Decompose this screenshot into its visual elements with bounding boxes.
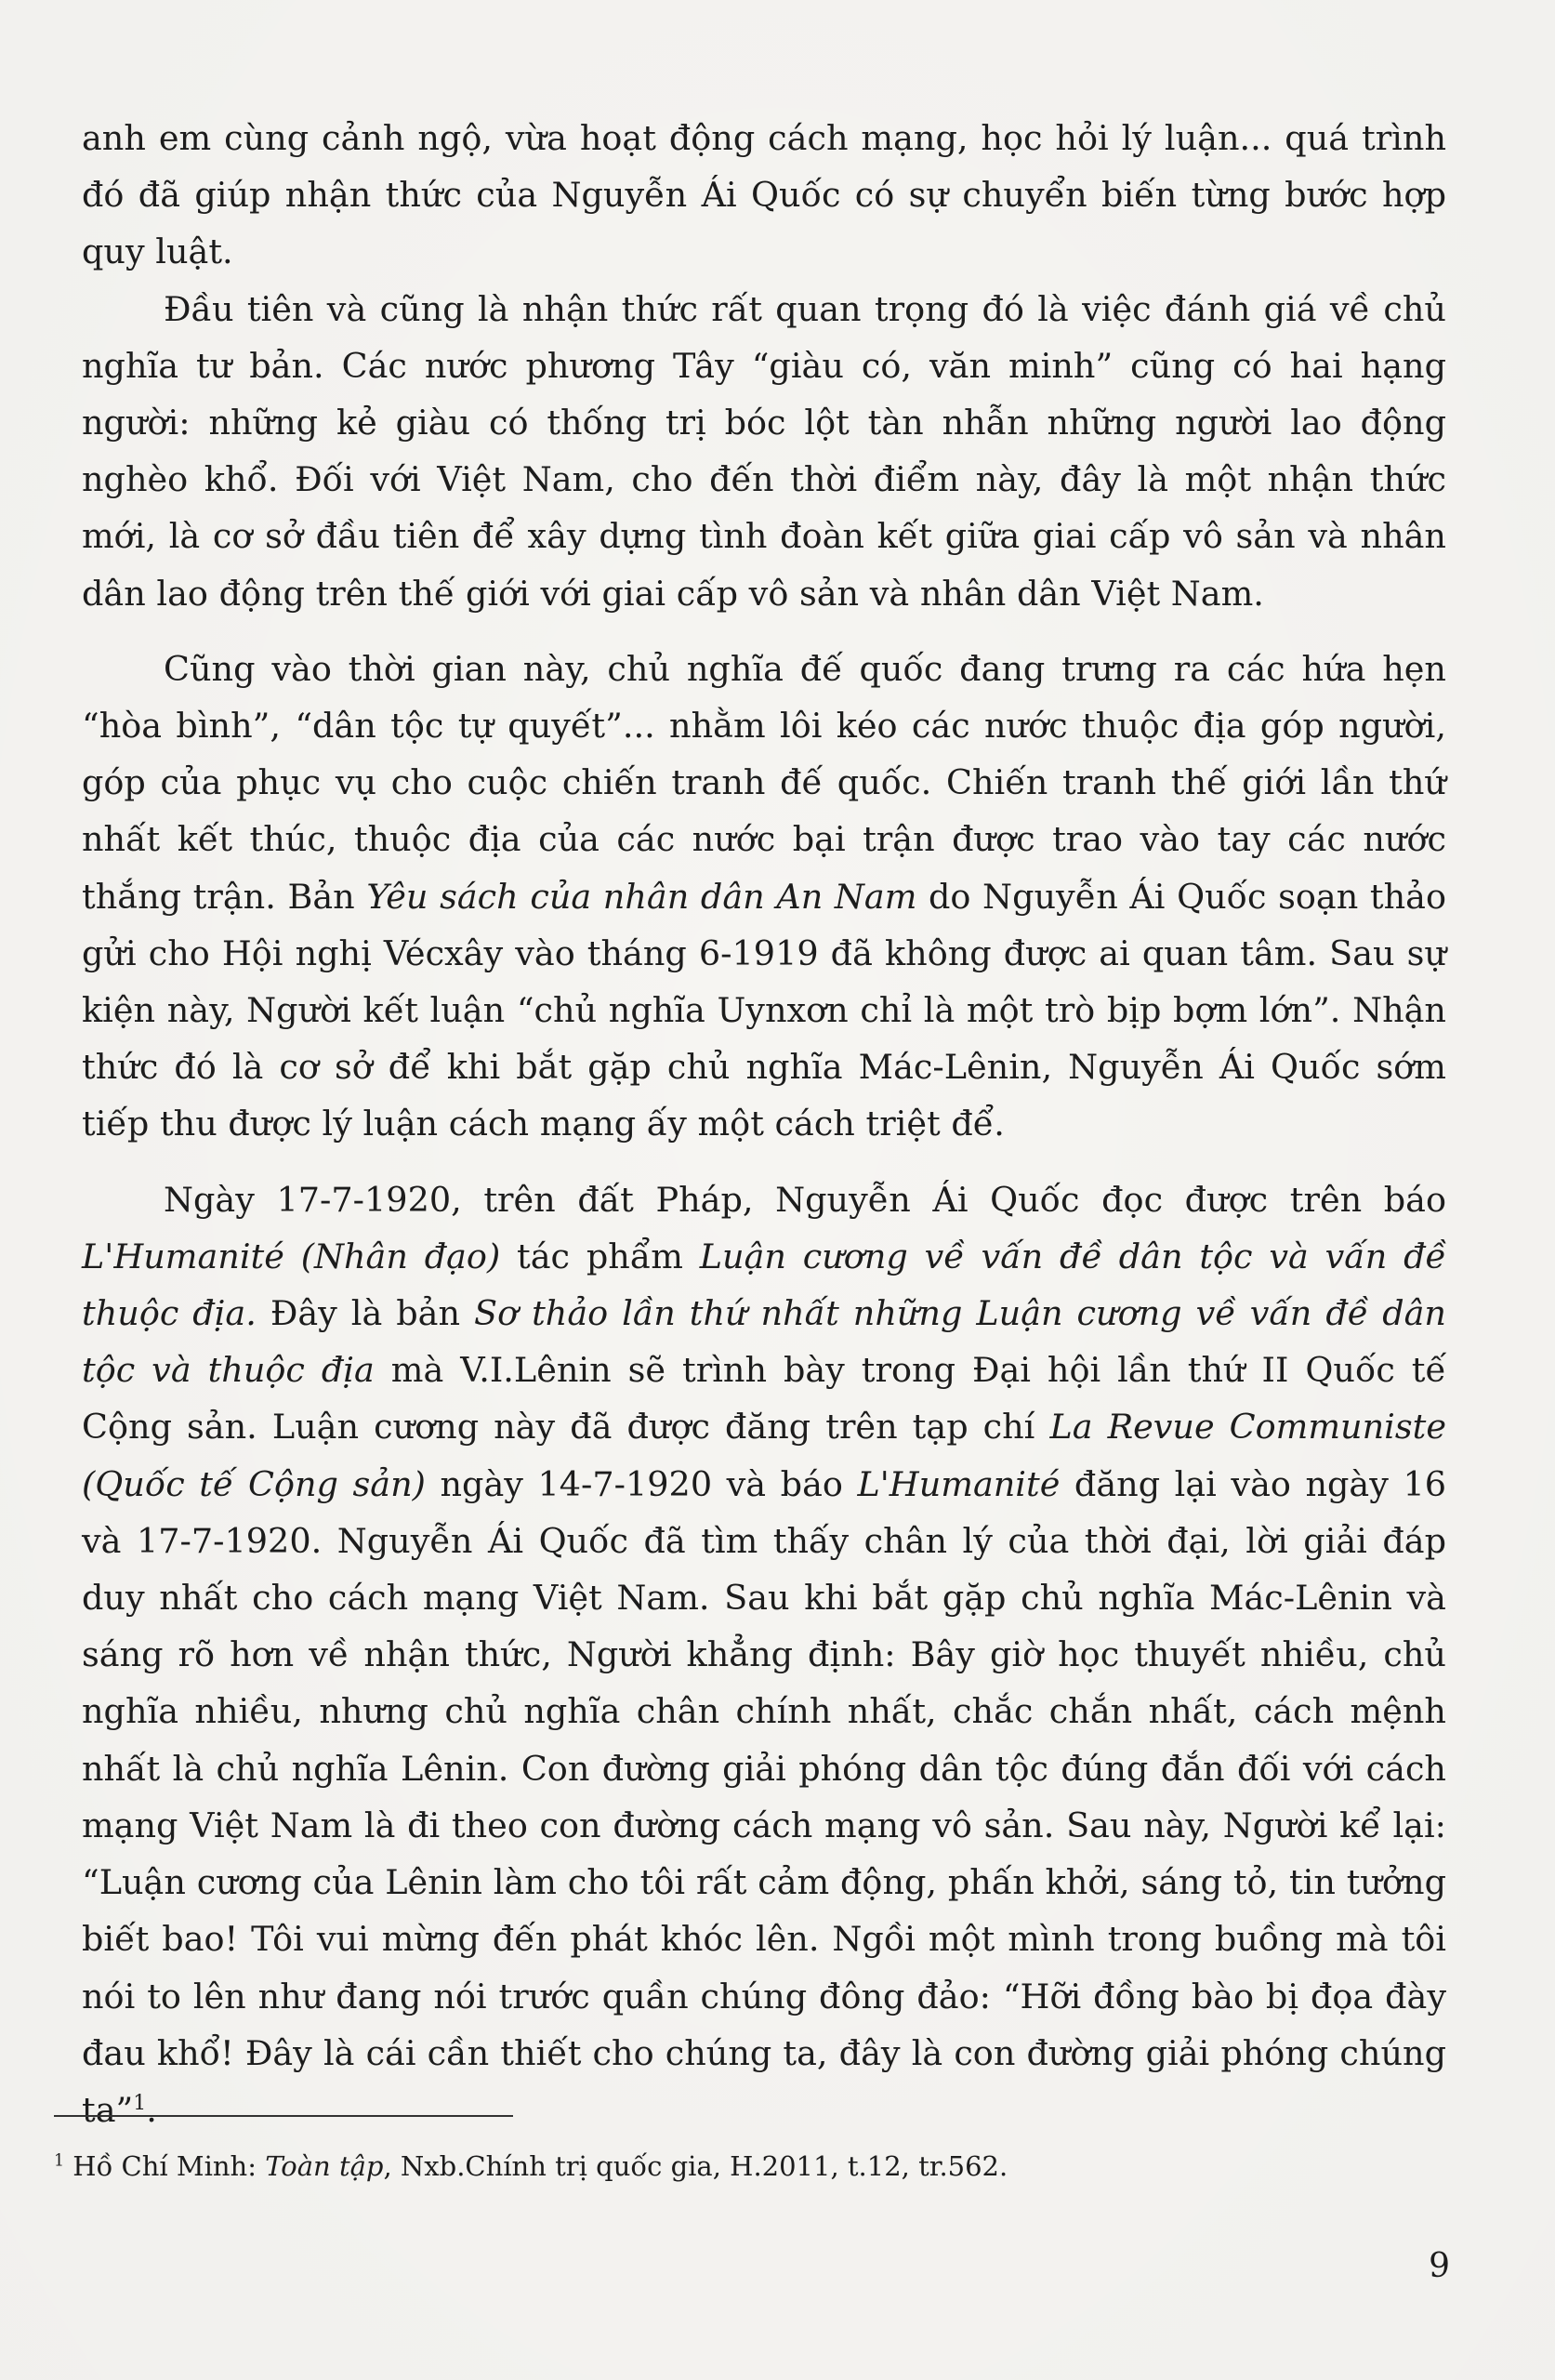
paragraph-2: Đầu tiên và cũng là nhận thức rất quan trọng đó là việc đánh giá về chủ nghĩa tư bản. Các nước phương Tây “giàu có, văn minh” cũng có hai hạng người: những kẻ giàu có thống trị bóc lột tàn nhẫn những người lao động nghèo khổ. Đối với Việt Nam, cho đến thời điểm này, đây là một nhận thức mới, là cơ sở đầu tiên để xây dựng tình đoàn kết giữa giai cấp vô sản và nhân dân lao động trên thế giới với giai cấp vô sản và nhân dân Việt Nam. bbox=[82, 288, 1446, 614]
paragraph-4-text: Đây là bản bbox=[256, 1293, 475, 1334]
paragraph-4-text: Ngày 17-7-1920, trên đất Pháp, Nguyễn Ái Quốc đọc được trên báo bbox=[164, 1179, 1446, 1220]
page-number: 9 bbox=[1429, 2247, 1450, 2285]
paragraph-4 bbox=[82, 1171, 1446, 2138]
italic-title: Sơ thảo lần thứ nhất những Luận cương về vấn đề dân tộc và thuộc địa bbox=[82, 1293, 1446, 1391]
footnote bbox=[54, 2148, 1448, 2185]
body-text bbox=[82, 110, 1446, 2138]
paragraph-4-text: tác phẩm bbox=[500, 1236, 700, 1276]
footnote-author: Hồ Chí Minh: bbox=[64, 2150, 266, 2182]
paragraph-3-text: do Nguyễn Ái Quốc soạn thảo gửi cho Hội nghị Vécxây vào tháng 6-1919 đã không được ai quan tâm. Sau sự kiện này, Người kết luận “chủ nghĩa Uynxơn chỉ là một trò bịp bợm lớn”. Nhận thức đó là cơ sở để khi bắt gặp chủ nghĩa Mác-Lênin, Nguyễn Ái Quốc sớm tiếp thu được lý luận cách mạng ấy một cách triệt để. bbox=[82, 876, 1446, 1144]
footnote-reference: 1 bbox=[133, 2091, 147, 2115]
paragraph-4-text: ngày 14-7-1920 và báo bbox=[425, 1463, 858, 1504]
italic-title: La Revue Communiste (Quốc tế Cộng sản) bbox=[82, 1407, 1446, 1504]
paragraph-4-text: đăng lại vào ngày 16 và 17-7-1920. Nguyễn Ái Quốc đã tìm thấy chân lý của thời đại, lời giải đáp duy nhất cho cách mạng Việt Nam. Sau khi bắt gặp chủ nghĩa Mác-Lênin và sáng rõ hơn về nhận thức, Người khẳng định: Bây giờ học thuyết nhiều, chủ nghĩa nhiều, nhưng chủ nghĩa chân chính nhất, chắc chắn nhất, cách mệnh nhất là chủ nghĩa Lênin. Con đường giải phóng dân tộc đúng đắn đối với cách mạng Việt Nam là đi theo con đường cách mạng vô sản. Sau này, Người kể lại: “Luận cương của Lênin làm cho tôi rất cảm động, phấn khởi, sáng tỏ, tin tưởng biết bao! Tôi vui mừng đến phát khóc lên. Ngồi một mình trong buồng mà tôi nói to lên như đang nói trước quần chúng đông đảo: “Hỡi đồng bào bị đọa đày đau khổ! Đây là cái cần thiết cho chúng ta, đây là con đường giải phóng chúng ta” bbox=[82, 1463, 1446, 2130]
paragraph-3 bbox=[82, 641, 1446, 1153]
paragraph-1: anh em cùng cảnh ngộ, vừa hoạt động cách mạng, học hỏi lý luận... quá trình đó đã giúp nhận thức của Nguyễn Ái Quốc có sự chuyển biến từng bước hợp quy luật. bbox=[82, 118, 1446, 272]
footnote-citation: , Nxb.Chính trị quốc gia, H.2011, t.12, tr.562. bbox=[383, 2150, 1008, 2182]
footnote-marker: 1 bbox=[54, 2151, 65, 2171]
footnote-title: Toàn tập bbox=[265, 2150, 384, 2182]
paragraph-3-text: Cũng vào thời gian này, chủ nghĩa đế quốc đang trưng ra các hứa hẹn “hòa bình”, “dân tộc tự quyết”... nhằm lôi kéo các nước thuộc địa góp người, góp của phục vụ cho cuộc chiến tranh đế quốc. Chiến tranh thế giới lần thứ nhất kết thúc, thuộc địa của các nước bại trận được trao vào tay các nước thắng trận. Bản bbox=[82, 648, 1446, 917]
italic-title: L'Humanité bbox=[857, 1463, 1061, 1504]
paragraph-4-end: . bbox=[146, 2089, 157, 2130]
italic-title: Luận cương về vấn đề dân tộc và vấn đề thuộc địa. bbox=[82, 1236, 1446, 1334]
italic-title: L'Humanité (Nhân đạo) bbox=[82, 1236, 501, 1276]
italic-title: Yêu sách của nhân dân An Nam bbox=[366, 876, 917, 917]
paragraph-4-text: mà V.I.Lênin sẽ trình bày trong Đại hội lần thứ II Quốc tế Cộng sản. Luận cương này đã được đăng trên tạp chí bbox=[82, 1350, 1446, 1448]
footnote-divider bbox=[54, 2115, 513, 2117]
